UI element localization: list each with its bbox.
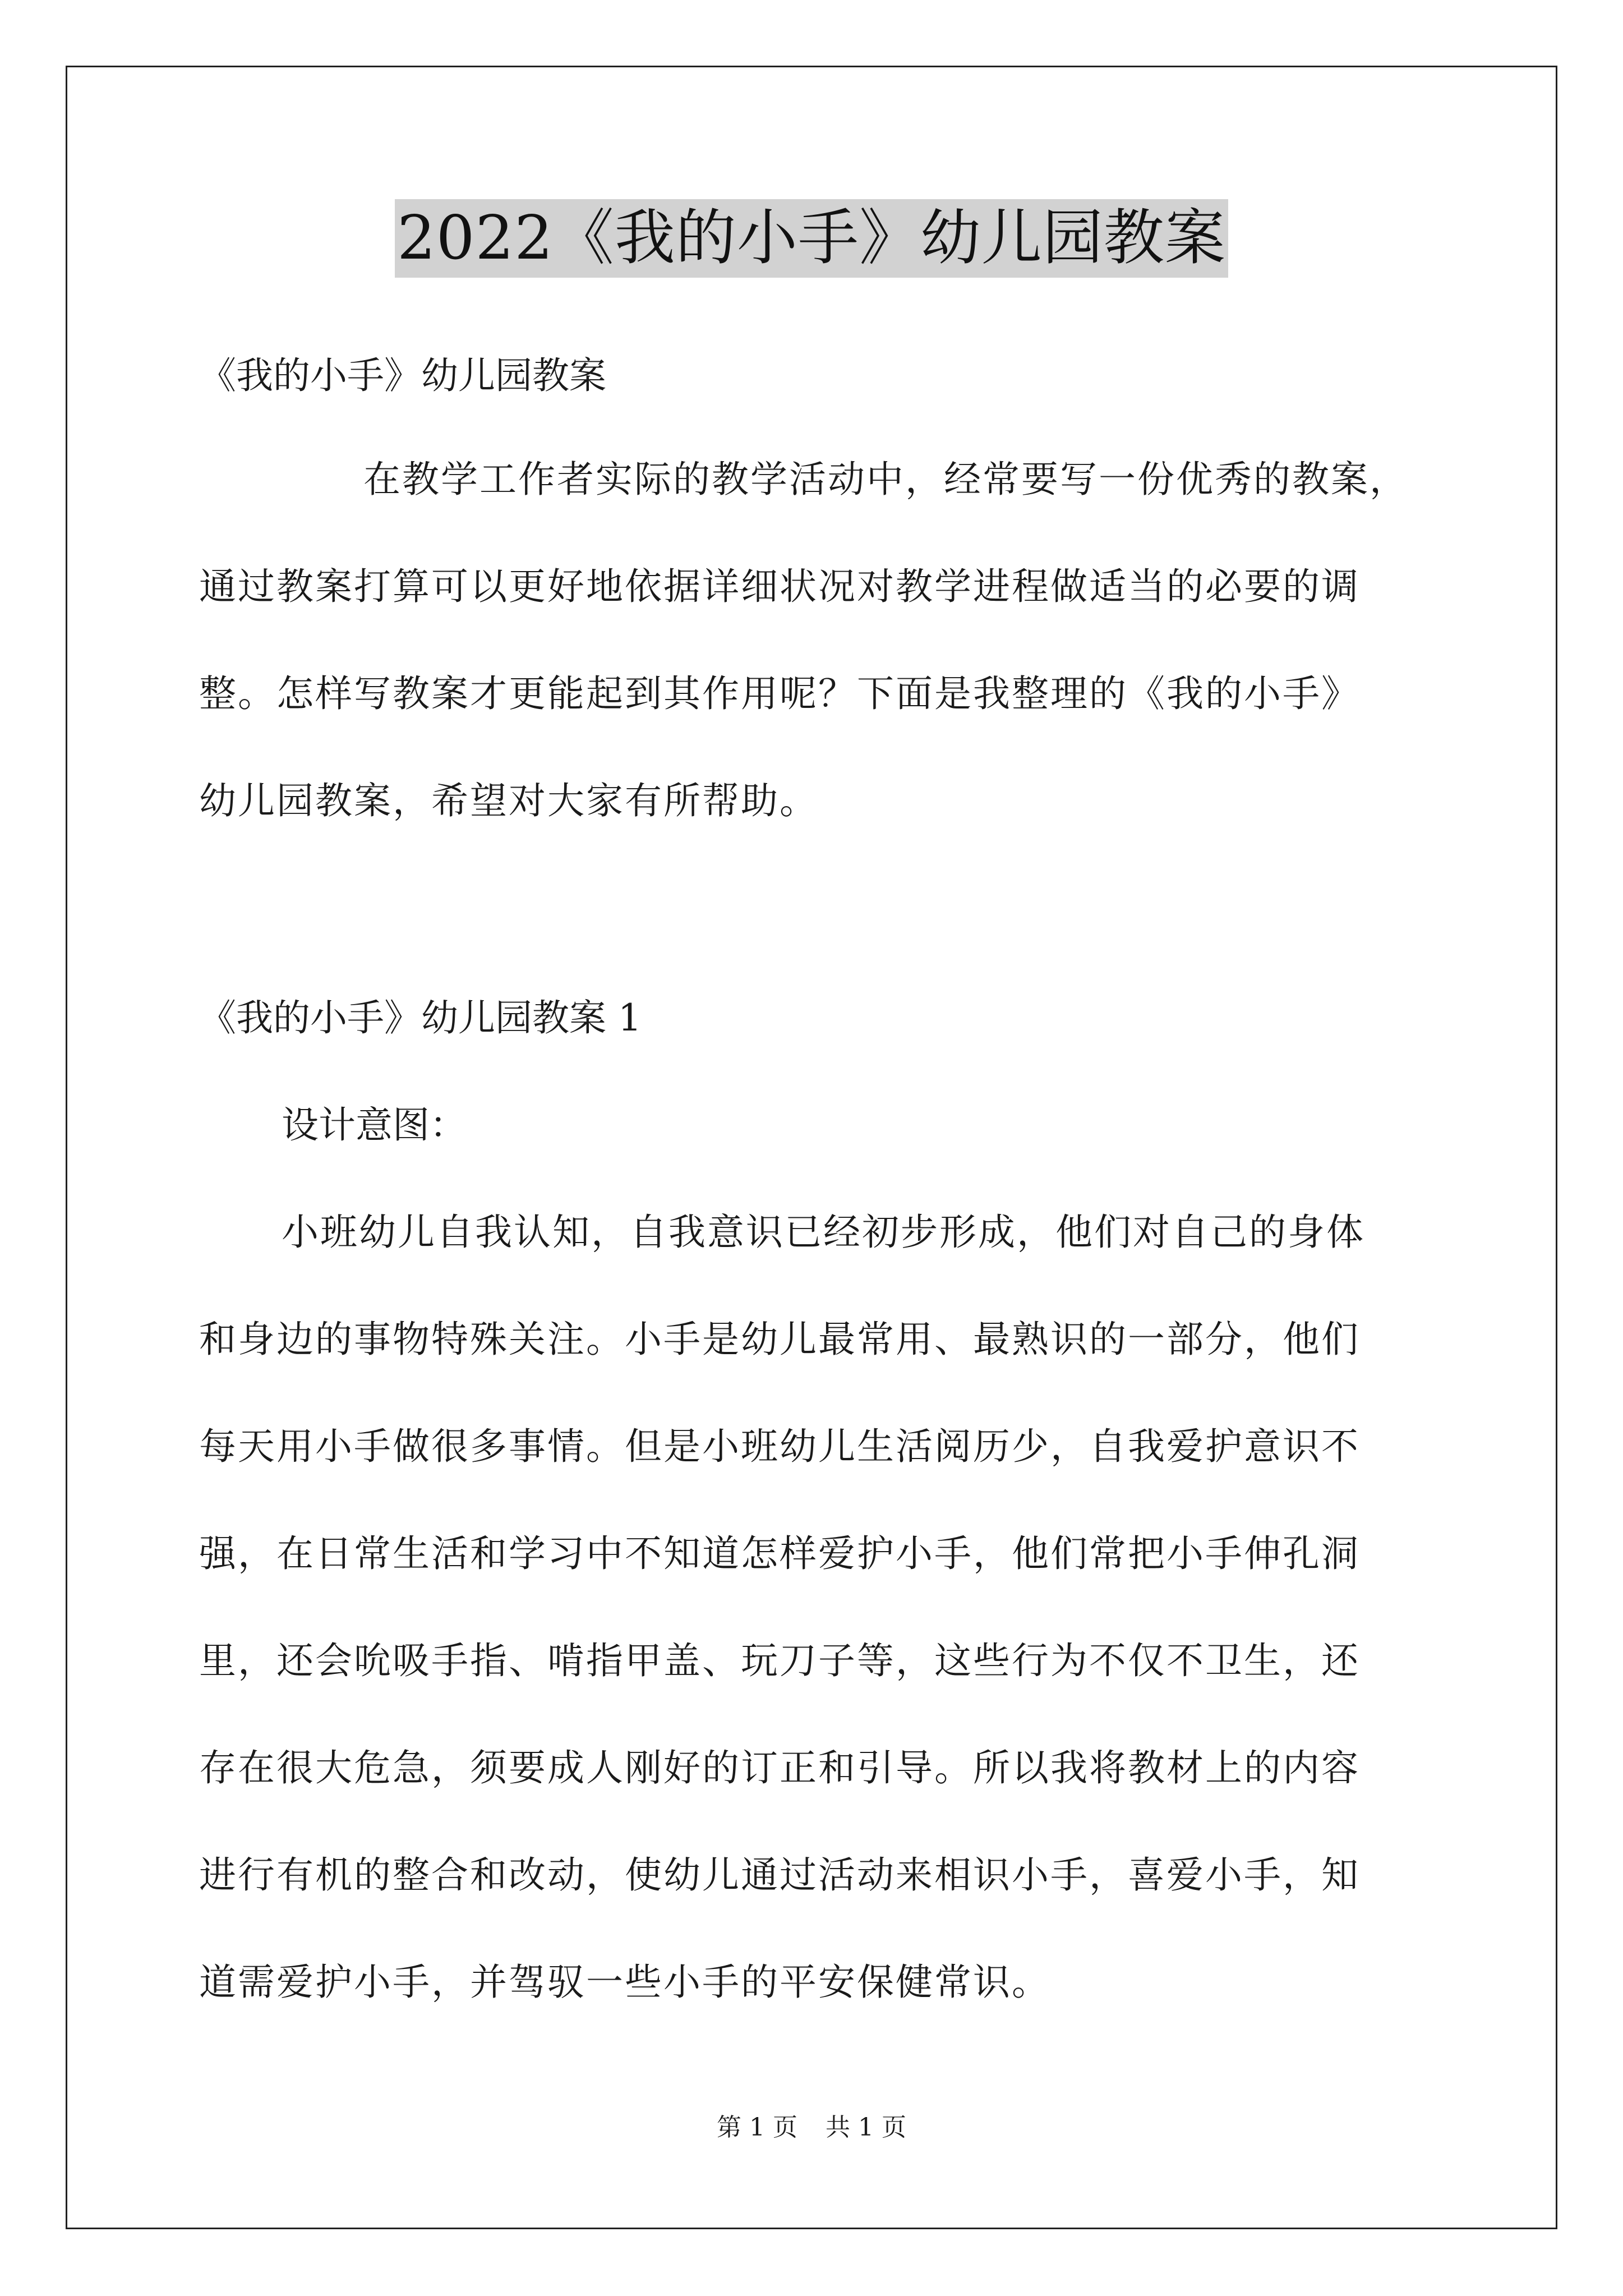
page-number-total: 共 1 页 [826, 2113, 906, 2142]
document-subtitle: 《我的小手》幼儿园教案 [199, 354, 606, 397]
body-paragraph-line: 和身边的事物特殊关注。小手是幼儿最常用、最熟识的一部分，他们 [199, 1318, 1360, 1361]
design-intent-label: 设计意图： [282, 1103, 467, 1147]
page-number-current: 第 1 页 [717, 2113, 797, 2142]
body-paragraph-line: 里，还会吮吸手指、啃指甲盖、玩刀子等，这些行为不仅不卫生，还 [199, 1639, 1360, 1682]
intro-paragraph-line: 在教学工作者实际的教学活动中，经常要写一份优秀的教案， [363, 458, 1408, 501]
title-container [0, 199, 1623, 278]
intro-paragraph-line: 幼儿园教案，希望对大家有所帮助。 [199, 779, 818, 822]
document-title: 2022《我的小手》幼儿园教案 [395, 199, 1228, 278]
body-paragraph-line: 强，在日常生活和学习中不知道怎样爱护小手，他们常把小手伸孔洞 [199, 1532, 1360, 1575]
body-paragraph-line: 每天用小手做很多事情。但是小班幼儿生活阅历少，自我爱护意识不 [199, 1425, 1360, 1468]
intro-paragraph-line: 整。怎样写教案才更能起到其作用呢？下面是我整理的《我的小手》 [199, 672, 1360, 715]
body-paragraph-line: 进行有机的整合和改动，使幼儿通过活动来相识小手，喜爱小手，知 [199, 1853, 1360, 1897]
body-paragraph-line: 道需爱护小手，并驾驭一些小手的平安保健常识。 [199, 1961, 1050, 2004]
body-paragraph-line: 存在很大危急，须要成人刚好的订正和引导。所以我将教材上的内容 [199, 1746, 1360, 1789]
section-heading: 《我的小手》幼儿园教案 1 [199, 996, 642, 1039]
intro-paragraph-line: 通过教案打算可以更好地依据详细状况对教学进程做适当的必要的调 [199, 565, 1360, 608]
body-paragraph-line: 小班幼儿自我认知，自我意识已经初步形成，他们对自己的身体 [282, 1211, 1365, 1254]
page-footer [0, 2112, 1623, 2143]
